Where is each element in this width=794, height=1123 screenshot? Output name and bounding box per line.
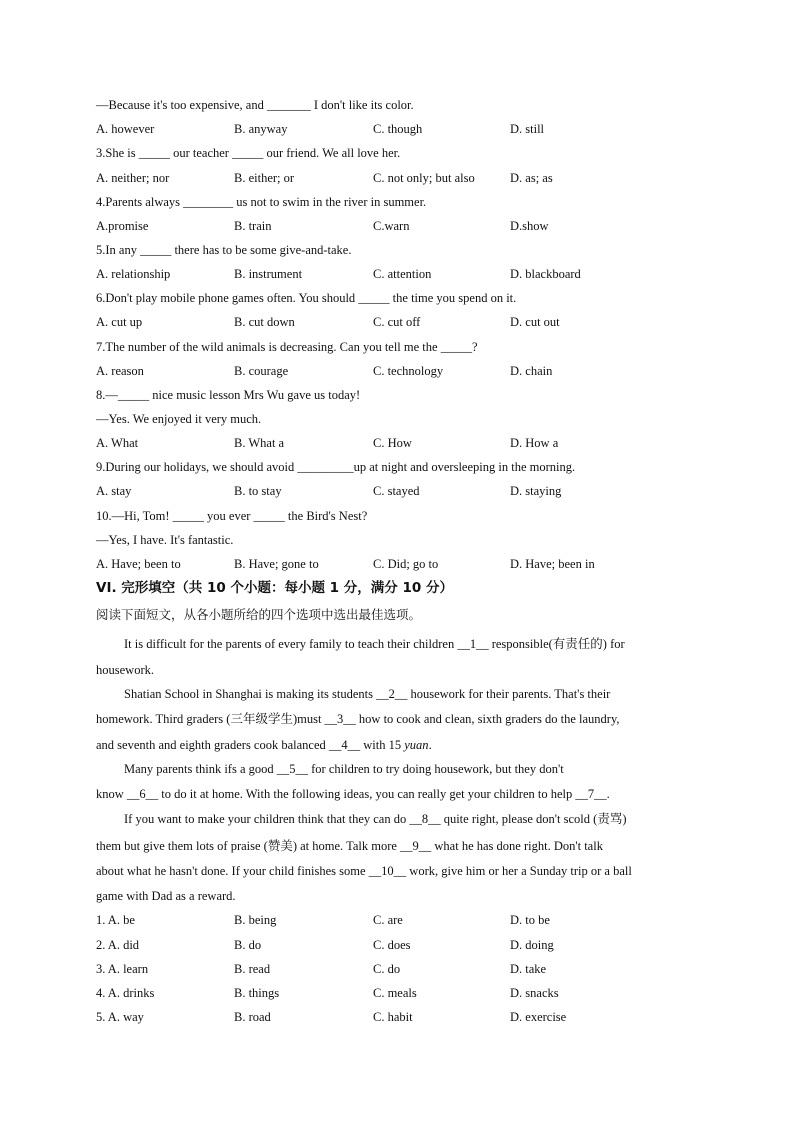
question-5: 5.In any _____ there has to be some give-and-take. — [96, 243, 352, 257]
section-title: VI. 完形填空（共 10 个小题：每小题 1 分，满分 10 分） — [96, 580, 453, 596]
option-c: C.warn — [373, 219, 410, 233]
cloze-option: D. doing — [510, 938, 554, 952]
option-b: B. What a — [234, 436, 285, 450]
passage-line: Many parents think ifs a good __5__ for children to try doing housework, but they don't — [124, 762, 564, 776]
section-instruction: 阅读下面短文，从各小题所给的四个选项中选出最佳选项。 — [96, 607, 422, 622]
option-a: A. neither; nor — [96, 171, 170, 185]
option-c: C. stayed — [373, 484, 420, 498]
option-b: B. instrument — [234, 267, 303, 281]
option-d: D.show — [510, 219, 549, 233]
question-10: 10.—Hi, Tom! _____ you ever _____ the Bird's Nest? — [96, 509, 368, 523]
cloze-option: C. are — [373, 913, 403, 927]
cloze-option: B. being — [234, 913, 277, 927]
option-a: A. relationship — [96, 267, 171, 281]
option-c: C. How — [373, 436, 412, 450]
cloze-option: 3. A. learn — [96, 962, 149, 976]
passage-line: them but give them lots of praise (赞美) at home. Talk more __9__ what he has done right. Don't talk — [96, 839, 603, 853]
cloze-option: 4. A. drinks — [96, 986, 155, 1000]
option-d: D. Have; been in — [510, 557, 595, 571]
cloze-option: 1. A. be — [96, 913, 135, 927]
cloze-option: B. do — [234, 938, 262, 952]
cloze-option: 5. A. way — [96, 1010, 144, 1024]
passage-text: and seventh and eighth graders cook balanced __4__ with 15 — [96, 738, 405, 752]
question-9: 9.During our holidays, we should avoid _________up at night and oversleeping in the morning. — [96, 460, 576, 474]
option-b: B. cut down — [234, 315, 295, 329]
question-8: 8.—_____ nice music lesson Mrs Wu gave us today! — [96, 388, 361, 402]
option-d: D. cut out — [510, 315, 560, 329]
question-4: 4.Parents always ________ us not to swim in the river in summer. — [96, 195, 427, 209]
option-b: B. either; or — [234, 171, 295, 185]
cloze-option: D. take — [510, 962, 547, 976]
option-a: A. cut up — [96, 315, 143, 329]
option-d: D. blackboard — [510, 267, 581, 281]
passage-line: It is difficult for the parents of every family to teach their children __1__ responsible(有责任的) for — [124, 637, 625, 651]
cloze-option: B. things — [234, 986, 280, 1000]
cloze-option: D. snacks — [510, 986, 559, 1000]
cloze-option: C. does — [373, 938, 411, 952]
option-c: C. Did; go to — [373, 557, 439, 571]
passage-italic-word: yuan — [404, 738, 429, 752]
question-8-reply: —Yes. We enjoyed it very much. — [96, 412, 262, 426]
question-10-reply: —Yes, I have. It's fantastic. — [96, 533, 234, 547]
cloze-option: B. read — [234, 962, 271, 976]
option-b: B. train — [234, 219, 272, 233]
option-a: A. Have; been to — [96, 557, 181, 571]
passage-line: homework. Third graders (三年级学生)must __3__ how to cook and clean, sixth graders do the laundry, — [96, 712, 620, 726]
option-a: A.promise — [96, 219, 149, 233]
option-d: D. still — [510, 122, 545, 136]
passage-line: housework. — [96, 663, 154, 677]
option-c: C. technology — [373, 364, 444, 378]
option-b: B. anyway — [234, 122, 288, 136]
passage-line: game with Dad as a reward. — [96, 889, 236, 903]
option-a: A. reason — [96, 364, 144, 378]
option-d: D. staying — [510, 484, 562, 498]
option-d: D. How a — [510, 436, 559, 450]
cloze-option: C. do — [373, 962, 401, 976]
option-a: A. however — [96, 122, 155, 136]
option-b: B. courage — [234, 364, 289, 378]
passage-line: If you want to make your children think that they can do __8__ quite right, please don't scold (责骂) — [124, 812, 627, 826]
question-2-answer-line: —Because it's too expensive, and _______ I don't like its color. — [96, 98, 414, 112]
option-c: C. attention — [373, 267, 432, 281]
cloze-option: D. to be — [510, 913, 550, 927]
question-3: 3.She is _____ our teacher _____ our friend. We all love her. — [96, 146, 401, 160]
passage-line: about what he hasn't done. If your child finishes some __10__ work, give him or her a Sunday trip or a ball — [96, 864, 632, 878]
question-6: 6.Don't play mobile phone games often. You should _____ the time you spend on it. — [96, 291, 517, 305]
option-a: A. What — [96, 436, 139, 450]
cloze-option: C. meals — [373, 986, 417, 1000]
option-b: B. to stay — [234, 484, 282, 498]
cloze-option: C. habit — [373, 1010, 413, 1024]
question-7: 7.The number of the wild animals is decreasing. Can you tell me the _____? — [96, 340, 478, 354]
passage-text: . — [428, 738, 432, 752]
cloze-option: 2. A. did — [96, 938, 140, 952]
option-b: B. Have; gone to — [234, 557, 319, 571]
option-c: C. though — [373, 122, 423, 136]
option-c: C. cut off — [373, 315, 421, 329]
option-d: D. as; as — [510, 171, 553, 185]
option-c: C. not only; but also — [373, 171, 475, 185]
option-d: D. chain — [510, 364, 553, 378]
cloze-option: D. exercise — [510, 1010, 567, 1024]
option-a: A. stay — [96, 484, 132, 498]
cloze-option: B. road — [234, 1010, 271, 1024]
passage-line — [96, 737, 432, 753]
passage-line: Shatian School in Shanghai is making its students __2__ housework for their parents. That's their — [124, 687, 611, 701]
passage-line: know __6__ to do it at home. With the following ideas, you can really get your children to help __7__. — [96, 787, 610, 801]
